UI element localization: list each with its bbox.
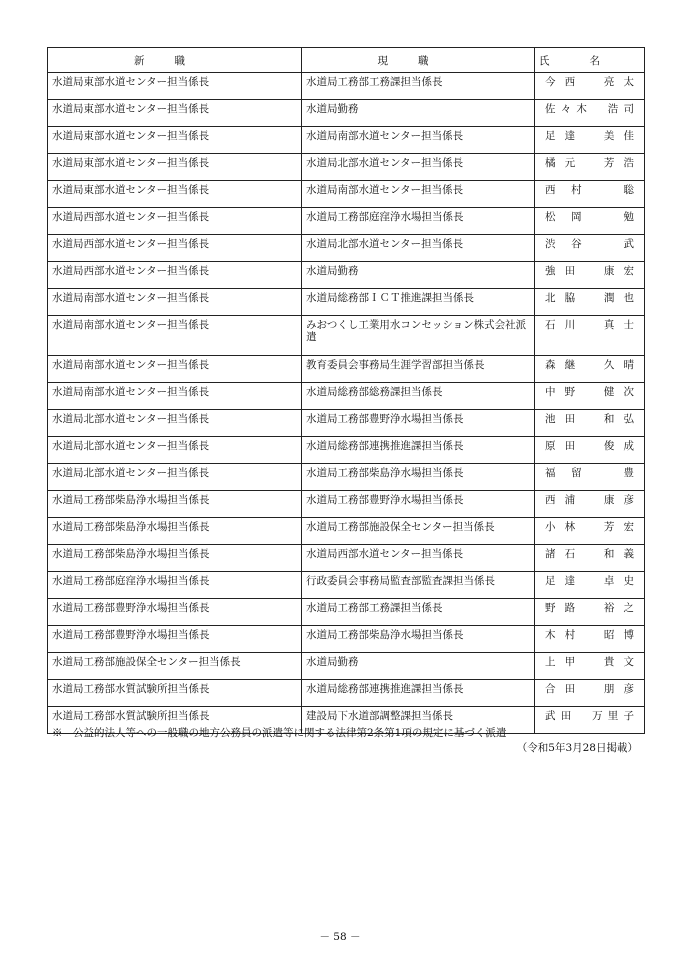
cell-new-post: 水道局西部水道センター担当係長 <box>48 208 302 235</box>
cell-name: 武田 万里子 <box>535 707 645 734</box>
table-row <box>48 262 645 289</box>
cell-name: 今西 亮太 <box>535 73 645 100</box>
cell-name: 北脇 潤也 <box>535 289 645 316</box>
cell-new-post: 水道局工務部柴島浄水場担当係長 <box>48 518 302 545</box>
table-row <box>48 289 645 316</box>
cell-name: 上甲 貴文 <box>535 653 645 680</box>
header-current-post: 現職 <box>302 48 535 73</box>
cell-new-post: 水道局北部水道センター担当係長 <box>48 410 302 437</box>
table-row <box>48 572 645 599</box>
cell-name: 原田 俊成 <box>535 437 645 464</box>
cell-current-post: 行政委員会事務局監査部監査課担当係長 <box>302 572 535 599</box>
table-row <box>48 181 645 208</box>
cell-current-post: 水道局工務部柴島浄水場担当係長 <box>302 464 535 491</box>
cell-name: 石川 真士 <box>535 316 645 356</box>
table-row <box>48 626 645 653</box>
cell-current-post: 水道局総務部総務課担当係長 <box>302 383 535 410</box>
cell-new-post: 水道局工務部水質試験所担当係長 <box>48 707 302 734</box>
cell-current-post: 水道局北部水道センター担当係長 <box>302 154 535 181</box>
cell-name: 野路 裕之 <box>535 599 645 626</box>
cell-new-post: 水道局工務部柴島浄水場担当係長 <box>48 545 302 572</box>
cell-name: 佐々木 浩司 <box>535 100 645 127</box>
personnel-table <box>47 47 645 734</box>
cell-new-post: 水道局工務部豊野浄水場担当係長 <box>48 599 302 626</box>
cell-name: 諸石 和義 <box>535 545 645 572</box>
cell-new-post: 水道局西部水道センター担当係長 <box>48 262 302 289</box>
table-row <box>48 599 645 626</box>
cell-new-post: 水道局東部水道センター担当係長 <box>48 127 302 154</box>
cell-current-post: 水道局西部水道センター担当係長 <box>302 545 535 572</box>
cell-current-post: 水道局総務部ＩＣＴ推進課担当係長 <box>302 289 535 316</box>
cell-name: 森継 久晴 <box>535 356 645 383</box>
table-row <box>48 73 645 100</box>
cell-name: 橘元 芳浩 <box>535 154 645 181</box>
cell-current-post: みおつくし工業用水コンセッション株式会社派遣 <box>302 316 535 356</box>
cell-current-post: 教育委員会事務局生涯学習部担当係長 <box>302 356 535 383</box>
cell-name: 西村 聡 <box>535 181 645 208</box>
cell-name: 福留 豊 <box>535 464 645 491</box>
cell-new-post: 水道局工務部施設保全センター担当係長 <box>48 653 302 680</box>
cell-new-post: 水道局南部水道センター担当係長 <box>48 383 302 410</box>
table-row <box>48 545 645 572</box>
table-row <box>48 383 645 410</box>
page-number: － 58 － <box>319 931 361 943</box>
table-row <box>48 437 645 464</box>
cell-current-post: 水道局南部水道センター担当係長 <box>302 127 535 154</box>
cell-current-post: 水道局北部水道センター担当係長 <box>302 235 535 262</box>
cell-name: 合田 朋彦 <box>535 680 645 707</box>
header-name: 氏名 <box>535 48 645 73</box>
table-row <box>48 491 645 518</box>
cell-name: 西浦 康彦 <box>535 491 645 518</box>
cell-current-post: 水道局総務部連携推進課担当係長 <box>302 680 535 707</box>
cell-name: 木村 昭博 <box>535 626 645 653</box>
cell-current-post: 水道局工務部豊野浄水場担当係長 <box>302 410 535 437</box>
cell-new-post: 水道局東部水道センター担当係長 <box>48 181 302 208</box>
table-row <box>48 680 645 707</box>
cell-new-post: 水道局工務部柴島浄水場担当係長 <box>48 491 302 518</box>
table-row <box>48 100 645 127</box>
cell-new-post: 水道局工務部庭窪浄水場担当係長 <box>48 572 302 599</box>
cell-new-post: 水道局南部水道センター担当係長 <box>48 289 302 316</box>
footnote: ※ 公益的法人等への一般職の地方公務員の派遣等に関する法律第2条第1項の規定に基づく派遣 <box>52 727 507 739</box>
table-row <box>48 518 645 545</box>
table-row <box>48 356 645 383</box>
table-row <box>48 316 645 356</box>
table-row <box>48 127 645 154</box>
cell-current-post: 水道局勤務 <box>302 653 535 680</box>
cell-name: 池田 和弘 <box>535 410 645 437</box>
cell-new-post: 水道局北部水道センター担当係長 <box>48 464 302 491</box>
table-row <box>48 464 645 491</box>
cell-name: 小林 芳宏 <box>535 518 645 545</box>
cell-current-post: 水道局勤務 <box>302 100 535 127</box>
cell-name: 渋谷 武 <box>535 235 645 262</box>
header-new-post: 新職 <box>48 48 302 73</box>
table-header-row <box>48 48 645 73</box>
table-row <box>48 410 645 437</box>
cell-current-post: 水道局総務部連携推進課担当係長 <box>302 437 535 464</box>
cell-current-post: 水道局工務部豊野浄水場担当係長 <box>302 491 535 518</box>
table-row <box>48 154 645 181</box>
publication-date: （令和5年3月28日掲載） <box>516 742 638 754</box>
cell-current-post: 水道局工務部施設保全センター担当係長 <box>302 518 535 545</box>
table-row <box>48 208 645 235</box>
cell-current-post: 水道局工務部柴島浄水場担当係長 <box>302 626 535 653</box>
cell-current-post: 水道局工務部工務課担当係長 <box>302 73 535 100</box>
cell-new-post: 水道局西部水道センター担当係長 <box>48 235 302 262</box>
table-row <box>48 653 645 680</box>
cell-name: 足達 卓史 <box>535 572 645 599</box>
cell-name: 松岡 勉 <box>535 208 645 235</box>
cell-current-post: 水道局工務部工務課担当係長 <box>302 599 535 626</box>
cell-name: 中野 健次 <box>535 383 645 410</box>
cell-new-post: 水道局東部水道センター担当係長 <box>48 154 302 181</box>
cell-new-post: 水道局東部水道センター担当係長 <box>48 73 302 100</box>
cell-new-post: 水道局北部水道センター担当係長 <box>48 437 302 464</box>
cell-name: 強田 康宏 <box>535 262 645 289</box>
cell-new-post: 水道局東部水道センター担当係長 <box>48 100 302 127</box>
cell-new-post: 水道局南部水道センター担当係長 <box>48 356 302 383</box>
cell-current-post: 水道局南部水道センター担当係長 <box>302 181 535 208</box>
table-body <box>48 73 645 734</box>
cell-new-post: 水道局南部水道センター担当係長 <box>48 316 302 356</box>
cell-new-post: 水道局工務部水質試験所担当係長 <box>48 680 302 707</box>
cell-current-post: 建設局下水道部調整課担当係長 <box>302 707 535 734</box>
cell-current-post: 水道局勤務 <box>302 262 535 289</box>
cell-new-post: 水道局工務部豊野浄水場担当係長 <box>48 626 302 653</box>
cell-name: 足達 美佳 <box>535 127 645 154</box>
table-row <box>48 235 645 262</box>
cell-current-post: 水道局工務部庭窪浄水場担当係長 <box>302 208 535 235</box>
